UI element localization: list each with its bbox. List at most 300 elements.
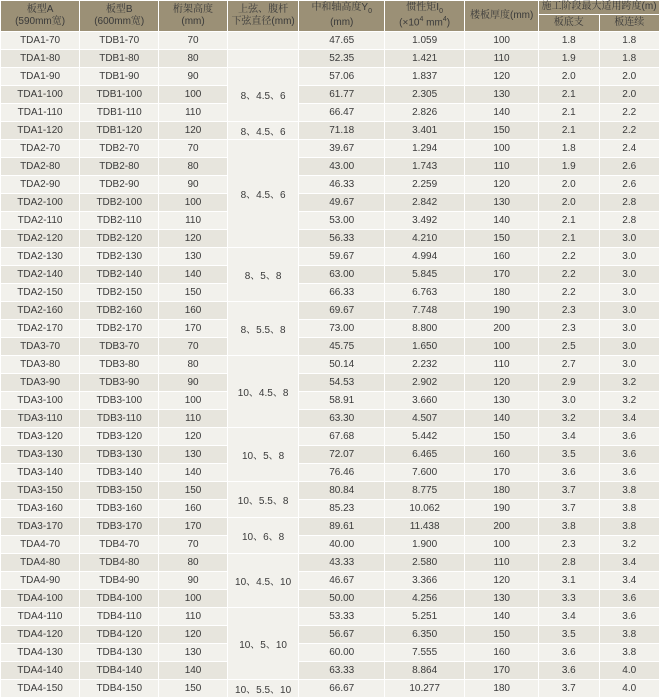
cell-plate-type-a: TDA3-130: [1, 446, 80, 464]
cell-plate-type-b: TDB1-90: [80, 68, 159, 86]
cell-moment-of-inertia: 8.775: [385, 482, 465, 500]
cell-slab-thickness: 160: [465, 248, 539, 266]
header-neutral-axis-height: 中和轴高度$Y_0$ (mm): [299, 1, 385, 32]
cell-plate-type-b: TDB3-160: [80, 500, 159, 518]
cell-neutral-axis-height: 58.91: [299, 392, 385, 410]
cell-slab-thickness: 140: [465, 608, 539, 626]
cell-plate-type-a: TDA3-70: [1, 338, 80, 356]
header-moment-of-inertia: 惯性矩$I_0$ ($\times 10^4$ $mm^4$): [385, 1, 465, 32]
table-row: [1, 230, 660, 248]
cell-slab-thickness: 170: [465, 464, 539, 482]
cell-slab-thickness: 120: [465, 68, 539, 86]
cell-plate-type-a: TDA2-170: [1, 320, 80, 338]
cell-plate-type-a: TDA2-90: [1, 176, 80, 194]
cell-span-simple: 3.2: [539, 410, 599, 428]
cell-plate-type-a: TDA3-160: [1, 500, 80, 518]
cell-truss-height: 150: [159, 284, 227, 302]
cell-plate-type-b: TDB1-80: [80, 50, 159, 68]
cell-span-continuous: 3.4: [599, 554, 660, 572]
cell-plate-type-a: TDA2-160: [1, 302, 80, 320]
cell-truss-height: 150: [159, 482, 227, 500]
cell-neutral-axis-height: 39.67: [299, 140, 385, 158]
cell-plate-type-a: TDA1-70: [1, 32, 80, 50]
cell-truss-height: 90: [159, 68, 227, 86]
cell-plate-type-a: TDA1-100: [1, 86, 80, 104]
cell-plate-type-a: TDA4-80: [1, 554, 80, 572]
cell-plate-type-b: TDB4-100: [80, 590, 159, 608]
cell-span-simple: 3.8: [539, 518, 599, 536]
cell-neutral-axis-height: 46.67: [299, 572, 385, 590]
cell-chord-diameter: 10、5.5、8: [227, 482, 299, 518]
table-row: [1, 248, 660, 266]
table-row: [1, 320, 660, 338]
cell-neutral-axis-height: 49.67: [299, 194, 385, 212]
cell-moment-of-inertia: 2.902: [385, 374, 465, 392]
cell-neutral-axis-height: 60.00: [299, 644, 385, 662]
cell-slab-thickness: 150: [465, 626, 539, 644]
cell-span-continuous: 3.8: [599, 644, 660, 662]
cell-moment-of-inertia: 1.059: [385, 32, 465, 50]
cell-span-continuous: 2.2: [599, 104, 660, 122]
cell-neutral-axis-height: 67.68: [299, 428, 385, 446]
cell-plate-type-a: TDA3-110: [1, 410, 80, 428]
cell-neutral-axis-height: 50.14: [299, 356, 385, 374]
cell-slab-thickness: 130: [465, 392, 539, 410]
cell-span-continuous: 2.8: [599, 212, 660, 230]
cell-chord-diameter: 10、5.5、10: [227, 680, 299, 698]
cell-plate-type-b: TDB2-150: [80, 284, 159, 302]
cell-plate-type-b: TDB3-150: [80, 482, 159, 500]
cell-span-continuous: 3.0: [599, 356, 660, 374]
cell-moment-of-inertia: 6.350: [385, 626, 465, 644]
cell-span-simple: 1.9: [539, 50, 599, 68]
cell-plate-type-b: TDB2-160: [80, 302, 159, 320]
cell-moment-of-inertia: 1.837: [385, 68, 465, 86]
cell-neutral-axis-height: 46.33: [299, 176, 385, 194]
cell-slab-thickness: 150: [465, 230, 539, 248]
cell-truss-height: 90: [159, 374, 227, 392]
cell-slab-thickness: 100: [465, 140, 539, 158]
cell-slab-thickness: 110: [465, 356, 539, 374]
cell-span-simple: 3.0: [539, 392, 599, 410]
cell-slab-thickness: 120: [465, 374, 539, 392]
cell-plate-type-a: TDA2-140: [1, 266, 80, 284]
table-row: [1, 536, 660, 554]
cell-neutral-axis-height: 53.33: [299, 608, 385, 626]
cell-plate-type-a: TDA1-90: [1, 68, 80, 86]
table-row: [1, 464, 660, 482]
cell-plate-type-b: TDB2-130: [80, 248, 159, 266]
cell-span-simple: 3.7: [539, 680, 599, 698]
header-span-simple: 板底支: [539, 14, 599, 32]
cell-truss-height: 140: [159, 662, 227, 680]
cell-span-simple: 3.3: [539, 590, 599, 608]
cell-plate-type-a: TDA3-150: [1, 482, 80, 500]
table-row: [1, 86, 660, 104]
cell-span-simple: 3.6: [539, 644, 599, 662]
cell-plate-type-a: TDA4-100: [1, 590, 80, 608]
cell-slab-thickness: 150: [465, 122, 539, 140]
cell-truss-height: 100: [159, 590, 227, 608]
cell-neutral-axis-height: 66.47: [299, 104, 385, 122]
cell-span-continuous: 3.0: [599, 230, 660, 248]
cell-span-simple: 2.8: [539, 554, 599, 572]
cell-truss-height: 120: [159, 122, 227, 140]
table-row: [1, 104, 660, 122]
cell-plate-type-a: TDA1-80: [1, 50, 80, 68]
cell-neutral-axis-height: 72.07: [299, 446, 385, 464]
cell-chord-diameter: 10、4.5、10: [227, 554, 299, 608]
cell-plate-type-b: TDB1-110: [80, 104, 159, 122]
cell-truss-height: 70: [159, 32, 227, 50]
cell-slab-thickness: 110: [465, 554, 539, 572]
cell-plate-type-b: TDB3-110: [80, 410, 159, 428]
cell-plate-type-a: TDA3-80: [1, 356, 80, 374]
cell-truss-height: 110: [159, 410, 227, 428]
cell-neutral-axis-height: 50.00: [299, 590, 385, 608]
table-header: [1, 1, 660, 32]
cell-plate-type-a: TDA4-140: [1, 662, 80, 680]
cell-plate-type-b: TDB2-110: [80, 212, 159, 230]
cell-plate-type-b: TDB4-150: [80, 680, 159, 698]
cell-span-continuous: 3.0: [599, 320, 660, 338]
cell-neutral-axis-height: 43.33: [299, 554, 385, 572]
cell-plate-type-b: TDB2-100: [80, 194, 159, 212]
cell-plate-type-b: TDB1-70: [80, 32, 159, 50]
cell-moment-of-inertia: 4.256: [385, 590, 465, 608]
cell-moment-of-inertia: 2.842: [385, 194, 465, 212]
cell-slab-thickness: 140: [465, 104, 539, 122]
cell-chord-diameter: [227, 50, 299, 68]
cell-plate-type-a: TDA2-100: [1, 194, 80, 212]
cell-slab-thickness: 100: [465, 32, 539, 50]
table-row: [1, 122, 660, 140]
table-row: [1, 590, 660, 608]
cell-moment-of-inertia: 7.748: [385, 302, 465, 320]
cell-slab-thickness: 190: [465, 500, 539, 518]
cell-plate-type-b: TDB1-100: [80, 86, 159, 104]
cell-span-simple: 2.3: [539, 302, 599, 320]
cell-truss-height: 170: [159, 518, 227, 536]
cell-span-simple: 1.8: [539, 32, 599, 50]
cell-span-continuous: 3.0: [599, 284, 660, 302]
cell-neutral-axis-height: 63.33: [299, 662, 385, 680]
cell-plate-type-b: TDB3-90: [80, 374, 159, 392]
cell-plate-type-b: TDB4-90: [80, 572, 159, 590]
cell-plate-type-a: TDA4-150: [1, 680, 80, 698]
cell-slab-thickness: 180: [465, 680, 539, 698]
cell-span-continuous: 3.4: [599, 572, 660, 590]
cell-plate-type-b: TDB3-80: [80, 356, 159, 374]
cell-neutral-axis-height: 85.23: [299, 500, 385, 518]
cell-plate-type-b: TDB3-100: [80, 392, 159, 410]
header-truss-height: 桁架高度 (mm): [159, 1, 227, 32]
cell-span-simple: 3.4: [539, 428, 599, 446]
table-row: [1, 608, 660, 626]
table-body: [1, 32, 660, 698]
cell-span-continuous: 1.8: [599, 50, 660, 68]
cell-span-simple: 3.6: [539, 662, 599, 680]
cell-slab-thickness: 100: [465, 338, 539, 356]
cell-moment-of-inertia: 2.305: [385, 86, 465, 104]
cell-slab-thickness: 140: [465, 212, 539, 230]
cell-chord-diameter: 10、5、10: [227, 608, 299, 680]
cell-plate-type-a: TDA2-130: [1, 248, 80, 266]
cell-span-continuous: 3.2: [599, 536, 660, 554]
table-row: [1, 428, 660, 446]
cell-neutral-axis-height: 66.33: [299, 284, 385, 302]
cell-chord-diameter: 8、5、8: [227, 248, 299, 302]
cell-slab-thickness: 200: [465, 320, 539, 338]
table-row: [1, 554, 660, 572]
cell-plate-type-a: TDA4-110: [1, 608, 80, 626]
cell-span-simple: 3.5: [539, 626, 599, 644]
cell-plate-type-b: TDB2-80: [80, 158, 159, 176]
cell-slab-thickness: 130: [465, 194, 539, 212]
cell-span-continuous: 3.4: [599, 410, 660, 428]
cell-span-continuous: 3.0: [599, 248, 660, 266]
cell-truss-height: 80: [159, 50, 227, 68]
cell-span-simple: 3.7: [539, 500, 599, 518]
cell-truss-height: 150: [159, 680, 227, 698]
cell-moment-of-inertia: 6.465: [385, 446, 465, 464]
cell-span-simple: 1.9: [539, 158, 599, 176]
cell-span-simple: 2.3: [539, 536, 599, 554]
cell-moment-of-inertia: 8.800: [385, 320, 465, 338]
cell-truss-height: 90: [159, 572, 227, 590]
cell-span-simple: 2.2: [539, 248, 599, 266]
cell-plate-type-b: TDB4-110: [80, 608, 159, 626]
cell-moment-of-inertia: 1.421: [385, 50, 465, 68]
table-row: [1, 32, 660, 50]
cell-span-simple: 2.7: [539, 356, 599, 374]
table-row: [1, 392, 660, 410]
cell-neutral-axis-height: 56.67: [299, 626, 385, 644]
cell-plate-type-b: TDB4-120: [80, 626, 159, 644]
cell-plate-type-b: TDB4-140: [80, 662, 159, 680]
cell-span-simple: 2.2: [539, 284, 599, 302]
cell-plate-type-b: TDB2-170: [80, 320, 159, 338]
cell-neutral-axis-height: 69.67: [299, 302, 385, 320]
cell-plate-type-a: TDA3-140: [1, 464, 80, 482]
cell-span-simple: 2.2: [539, 266, 599, 284]
cell-truss-height: 100: [159, 392, 227, 410]
cell-slab-thickness: 140: [465, 410, 539, 428]
cell-neutral-axis-height: 63.30: [299, 410, 385, 428]
cell-truss-height: 170: [159, 320, 227, 338]
table-row: [1, 158, 660, 176]
cell-span-simple: 2.1: [539, 122, 599, 140]
table-row: [1, 410, 660, 428]
cell-span-continuous: 2.6: [599, 176, 660, 194]
cell-moment-of-inertia: 3.660: [385, 392, 465, 410]
cell-moment-of-inertia: 6.763: [385, 284, 465, 302]
cell-span-continuous: 3.6: [599, 428, 660, 446]
cell-span-continuous: 3.2: [599, 392, 660, 410]
cell-neutral-axis-height: 73.00: [299, 320, 385, 338]
cell-plate-type-b: TDB4-80: [80, 554, 159, 572]
cell-plate-type-b: TDB2-70: [80, 140, 159, 158]
cell-span-simple: 3.4: [539, 608, 599, 626]
cell-plate-type-a: TDA4-130: [1, 644, 80, 662]
cell-span-continuous: 2.6: [599, 158, 660, 176]
cell-truss-height: 70: [159, 338, 227, 356]
cell-chord-diameter: 10、4.5、8: [227, 356, 299, 428]
table-row: [1, 302, 660, 320]
cell-span-simple: 3.1: [539, 572, 599, 590]
cell-chord-diameter: 8、4.5、6: [227, 68, 299, 122]
cell-plate-type-a: TDA4-90: [1, 572, 80, 590]
cell-slab-thickness: 180: [465, 284, 539, 302]
cell-truss-height: 160: [159, 500, 227, 518]
cell-moment-of-inertia: 5.442: [385, 428, 465, 446]
header-slab-thickness: 楼板厚度(mm): [465, 1, 539, 32]
header-plate-type-b: 板型B (600mm宽): [80, 1, 159, 32]
table-row: [1, 374, 660, 392]
cell-moment-of-inertia: 4.210: [385, 230, 465, 248]
cell-truss-height: 130: [159, 446, 227, 464]
cell-chord-diameter: 8、5.5、8: [227, 302, 299, 356]
cell-plate-type-b: TDB2-120: [80, 230, 159, 248]
cell-moment-of-inertia: 1.294: [385, 140, 465, 158]
cell-truss-height: 110: [159, 212, 227, 230]
cell-neutral-axis-height: 71.18: [299, 122, 385, 140]
cell-span-continuous: 4.0: [599, 662, 660, 680]
cell-slab-thickness: 180: [465, 482, 539, 500]
cell-truss-height: 160: [159, 302, 227, 320]
header-plate-type-a: 板型A (590mm宽): [1, 1, 80, 32]
cell-slab-thickness: 200: [465, 518, 539, 536]
cell-chord-diameter: 10、5、8: [227, 428, 299, 482]
cell-span-continuous: 3.6: [599, 590, 660, 608]
cell-span-continuous: 3.8: [599, 518, 660, 536]
cell-span-simple: 3.5: [539, 446, 599, 464]
cell-slab-thickness: 130: [465, 86, 539, 104]
cell-span-simple: 2.3: [539, 320, 599, 338]
cell-span-simple: 2.0: [539, 194, 599, 212]
cell-neutral-axis-height: 63.00: [299, 266, 385, 284]
cell-plate-type-a: TDA1-120: [1, 122, 80, 140]
cell-moment-of-inertia: 4.507: [385, 410, 465, 428]
cell-span-continuous: 3.0: [599, 266, 660, 284]
cell-span-continuous: 3.6: [599, 608, 660, 626]
table-row: [1, 266, 660, 284]
cell-moment-of-inertia: 7.600: [385, 464, 465, 482]
cell-moment-of-inertia: 3.401: [385, 122, 465, 140]
table-row: [1, 680, 660, 698]
cell-slab-thickness: 170: [465, 662, 539, 680]
cell-chord-diameter: 8、4.5、6: [227, 140, 299, 248]
cell-moment-of-inertia: 8.864: [385, 662, 465, 680]
cell-plate-type-a: TDA3-120: [1, 428, 80, 446]
table-row: [1, 518, 660, 536]
cell-slab-thickness: 120: [465, 176, 539, 194]
cell-slab-thickness: 110: [465, 158, 539, 176]
cell-span-continuous: 3.0: [599, 302, 660, 320]
cell-slab-thickness: 160: [465, 644, 539, 662]
cell-span-simple: 3.7: [539, 482, 599, 500]
cell-neutral-axis-height: 59.67: [299, 248, 385, 266]
table-row: [1, 626, 660, 644]
cell-plate-type-b: TDB3-70: [80, 338, 159, 356]
cell-neutral-axis-height: 80.84: [299, 482, 385, 500]
cell-truss-height: 70: [159, 140, 227, 158]
cell-moment-of-inertia: 7.555: [385, 644, 465, 662]
cell-plate-type-a: TDA3-170: [1, 518, 80, 536]
cell-moment-of-inertia: 1.743: [385, 158, 465, 176]
cell-span-continuous: 2.0: [599, 86, 660, 104]
cell-moment-of-inertia: 10.062: [385, 500, 465, 518]
cell-truss-height: 100: [159, 194, 227, 212]
cell-span-simple: 2.1: [539, 212, 599, 230]
cell-truss-height: 130: [159, 248, 227, 266]
cell-neutral-axis-height: 43.00: [299, 158, 385, 176]
cell-plate-type-a: TDA2-70: [1, 140, 80, 158]
cell-moment-of-inertia: 1.650: [385, 338, 465, 356]
cell-neutral-axis-height: 47.65: [299, 32, 385, 50]
cell-slab-thickness: 100: [465, 536, 539, 554]
cell-truss-height: 110: [159, 608, 227, 626]
table-row: [1, 140, 660, 158]
cell-span-simple: 2.0: [539, 176, 599, 194]
cell-neutral-axis-height: 89.61: [299, 518, 385, 536]
cell-slab-thickness: 170: [465, 266, 539, 284]
table-row: [1, 212, 660, 230]
cell-truss-height: 70: [159, 536, 227, 554]
cell-neutral-axis-height: 56.33: [299, 230, 385, 248]
cell-span-simple: 2.0: [539, 68, 599, 86]
cell-slab-thickness: 190: [465, 302, 539, 320]
cell-span-continuous: 2.4: [599, 140, 660, 158]
table-row: [1, 176, 660, 194]
cell-plate-type-a: TDA3-100: [1, 392, 80, 410]
cell-plate-type-b: TDB1-120: [80, 122, 159, 140]
header-chord-diameter: 上弦、腹杆 下弦直径(mm): [227, 1, 299, 32]
cell-truss-height: 120: [159, 230, 227, 248]
cell-truss-height: 80: [159, 356, 227, 374]
cell-neutral-axis-height: 61.77: [299, 86, 385, 104]
cell-span-continuous: 3.8: [599, 482, 660, 500]
cell-plate-type-b: TDB2-140: [80, 266, 159, 284]
cell-truss-height: 120: [159, 626, 227, 644]
cell-truss-height: 110: [159, 104, 227, 122]
cell-plate-type-b: TDB3-130: [80, 446, 159, 464]
cell-plate-type-b: TDB4-130: [80, 644, 159, 662]
cell-span-continuous: 2.2: [599, 122, 660, 140]
cell-span-continuous: 4.0: [599, 680, 660, 698]
table-row: [1, 500, 660, 518]
cell-neutral-axis-height: 57.06: [299, 68, 385, 86]
table-row: [1, 572, 660, 590]
cell-neutral-axis-height: 40.00: [299, 536, 385, 554]
cell-span-continuous: 1.8: [599, 32, 660, 50]
cell-truss-height: 130: [159, 644, 227, 662]
cell-neutral-axis-height: 76.46: [299, 464, 385, 482]
cell-moment-of-inertia: 2.259: [385, 176, 465, 194]
cell-span-continuous: 2.8: [599, 194, 660, 212]
cell-plate-type-b: TDB3-170: [80, 518, 159, 536]
cell-moment-of-inertia: 11.438: [385, 518, 465, 536]
cell-moment-of-inertia: 4.994: [385, 248, 465, 266]
cell-span-simple: 2.9: [539, 374, 599, 392]
cell-span-simple: 1.8: [539, 140, 599, 158]
cell-moment-of-inertia: 2.580: [385, 554, 465, 572]
cell-neutral-axis-height: 45.75: [299, 338, 385, 356]
table-row: [1, 50, 660, 68]
cell-span-continuous: 2.0: [599, 68, 660, 86]
table-row: [1, 644, 660, 662]
cell-span-simple: 2.5: [539, 338, 599, 356]
